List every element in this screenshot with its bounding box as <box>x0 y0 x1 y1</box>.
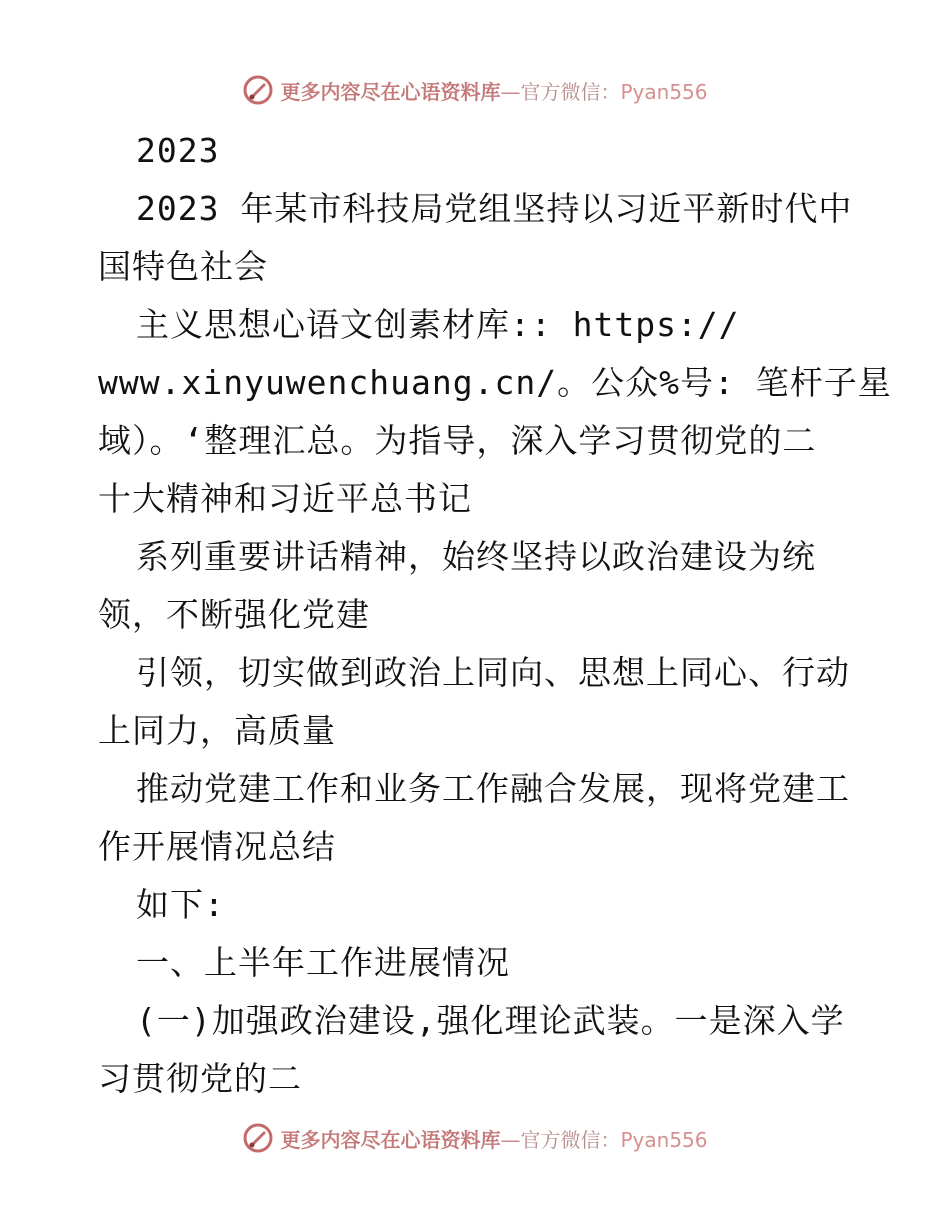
text-line: 作开展情况总结 <box>98 827 336 866</box>
watermark-wechat-id: Pyan556 <box>620 79 708 104</box>
text-line: 主义思想心语文创素材库:: https:// <box>136 305 740 344</box>
footer-watermark <box>0 1122 950 1154</box>
text-line: 推动党建工作和业务工作融合发展，现将党建工 <box>136 769 850 808</box>
header-watermark <box>0 74 950 106</box>
watermark-wechat-id: Pyan556 <box>620 1127 708 1152</box>
document-body <box>98 122 892 1108</box>
text-line: 习贯彻党的二 <box>98 1059 302 1098</box>
watermark-text <box>280 76 707 105</box>
text-line: 十大精神和习近平总书记 <box>98 479 472 518</box>
watermark-wechat-label: 官方微信： <box>520 79 621 104</box>
watermark-wechat-label: 官方微信： <box>520 1127 621 1152</box>
text-line: 域）。‘整理汇总。为指导，深入学习贯彻党的二 <box>98 421 817 460</box>
quill-seal-icon <box>242 1122 274 1154</box>
text-line: 2023 <box>136 131 220 170</box>
text-line: 2023 年某市科技局党组坚持以习近平新时代中 <box>136 189 853 228</box>
text-line: 如下: <box>136 885 225 924</box>
section-heading: 一、上半年工作进展情况 <box>136 943 510 982</box>
text-line: www.xinyuwenchuang.cn/。公众%号: 笔杆子星 <box>98 363 892 402</box>
watermark-separator: — <box>500 1127 521 1152</box>
watermark-text <box>280 1124 707 1153</box>
text-line: 国特色社会 <box>98 247 268 286</box>
text-line: 领，不断强化党建 <box>98 595 370 634</box>
watermark-brand: 更多内容尽在心语资料库 <box>280 79 501 104</box>
text-line: 系列重要讲话精神，始终坚持以政治建设为统 <box>136 537 816 576</box>
quill-seal-icon <box>242 74 274 106</box>
watermark-brand: 更多内容尽在心语资料库 <box>280 1127 501 1152</box>
watermark-separator: — <box>500 79 521 104</box>
text-line: 上同力，高质量 <box>98 711 336 750</box>
text-line: (一)加强政治建设,强化理论武装。一是深入学 <box>136 1001 845 1040</box>
text-line: 引领，切实做到政治上同向、思想上同心、行动 <box>136 653 850 692</box>
